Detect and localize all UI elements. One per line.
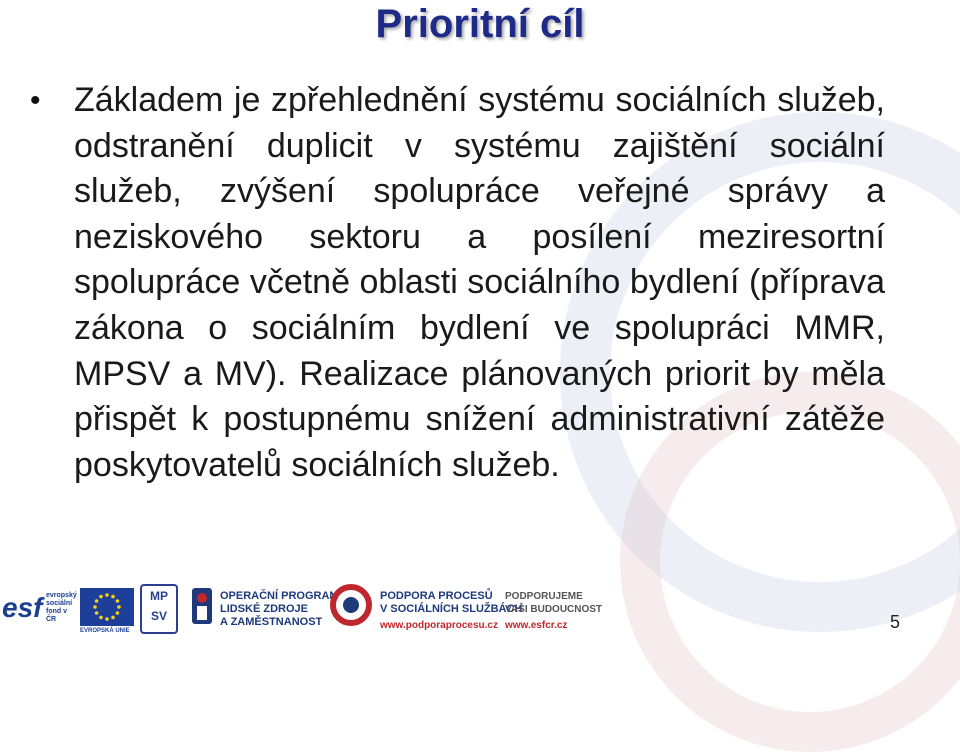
eu-caption: EVROPSKÁ UNIE — [80, 628, 130, 634]
slide-content — [30, 78, 885, 488]
esf-logo-mark: esf — [2, 592, 43, 623]
bullet-item — [30, 78, 885, 488]
oplz-text — [220, 590, 339, 629]
mpsv-logo — [140, 584, 178, 634]
vb-url: www.esfcr.cz — [505, 620, 568, 631]
eu-flag-icon — [80, 588, 134, 626]
mpsv-bottom-letters: SV — [150, 609, 167, 623]
vb-line: VAŠI BUDOUCNOST — [505, 604, 603, 615]
page-number: 5 — [889, 612, 900, 632]
oplz-line: OPERAČNÍ PROGRAM — [220, 590, 339, 602]
oplz-line: A ZAMĚSTNANOST — [220, 616, 323, 628]
esf-logo — [2, 588, 77, 628]
esf-caption-line: evropský — [46, 592, 77, 599]
esf-caption-line: sociální — [46, 600, 73, 607]
oplz-icon — [190, 586, 214, 626]
podpora-url: www.podporaprocesu.cz — [380, 620, 498, 631]
bullet-text: Základem je zpřehlednění systému sociálních služeb, odstranění duplicit v systému zajištění sociální služeb, zvýšení spolupráce veřejné správy a neziskového sektoru a posílení meziresortní spolupráce včetně oblasti sociálního bydlení (příprava zákona o sociálním bydlení ve spolupráci MMR, MPSV a MV). Realizace plánovaných priorit by měla přispět k postupnému snížení administrativní zátěže poskytovatelů sociálních služeb. — [74, 81, 885, 484]
slide-title: Prioritní cíl — [375, 2, 585, 46]
oplz-line: LIDSKÉ ZDROJE — [220, 603, 309, 615]
eu-stars-icon — [80, 588, 134, 626]
podpora-procesu-icon — [330, 584, 372, 626]
podpora-line: PODPORA PROCESŮ — [380, 590, 493, 602]
bullet-icon: • — [30, 84, 41, 117]
vb-text — [505, 590, 602, 616]
podpora-line: V SOCIÁLNÍCH SLUŽBÁCH — [380, 603, 523, 615]
vb-line: PODPORUJEME — [505, 591, 583, 602]
esf-caption-line: fond v ČR — [46, 608, 67, 623]
mpsv-top-letters: MP — [150, 589, 168, 603]
podpora-procesu-text — [380, 590, 522, 616]
logo-strip — [0, 580, 620, 640]
